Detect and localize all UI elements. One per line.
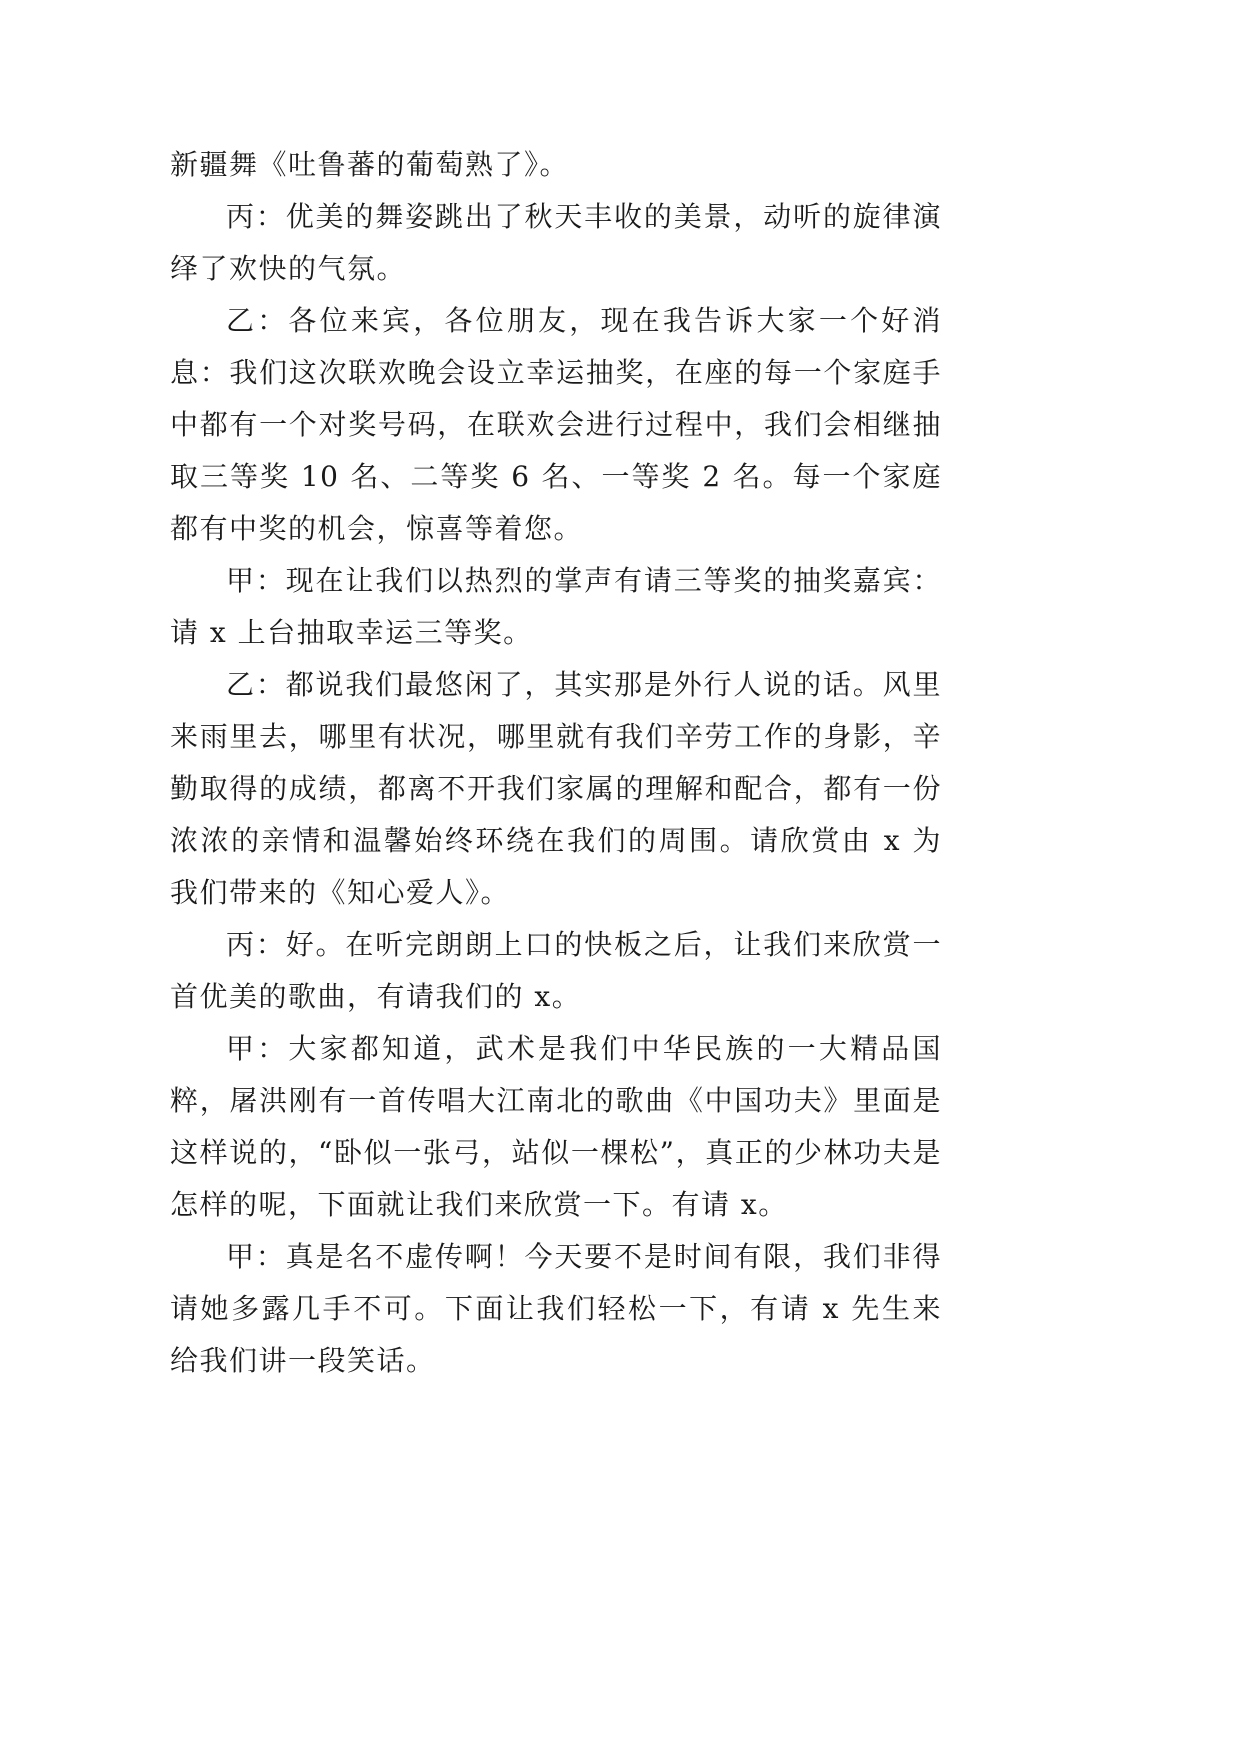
paragraph-yi-lottery: 乙：各位来宾，各位朋友，现在我告诉大家一个好消息：我们这次联欢晚会设立幸运抽奖，在座的每一个家庭手中都有一个对奖号码，在联欢会进行过程中，我们会相继抽取三等奖 10 名、二等奖 6 名、一等奖 2 名。每一个家庭都有中奖的机会，惊喜等着您。 — [170, 304, 942, 545]
paragraph-jia-kungfu: 甲：大家都知道，武术是我们中华民族的一大精品国粹，屠洪刚有一首传唱大江南北的歌曲《中国功夫》里面是这样说的，“卧似一张弓，站似一棵松”，真正的少林功夫是怎样的呢，下面就让我们来欣赏一下。有请 x。 — [170, 1032, 942, 1221]
document-body — [170, 139, 942, 1387]
paragraph-bing-song: 丙：好。在听完朗朗上口的快板之后，让我们来欣赏一首优美的歌曲，有请我们的 x。 — [170, 928, 942, 1013]
paragraph-jia-third-prize: 甲：现在让我们以热烈的掌声有请三等奖的抽奖嘉宾：请 x 上台抽取幸运三等奖。 — [170, 564, 942, 649]
paragraph-yi-family: 乙：都说我们最悠闲了，其实那是外行人说的话。风里来雨里去，哪里有状况，哪里就有我们辛劳工作的身影，辛勤取得的成绩，都离不开我们家属的理解和配合，都有一份浓浓的亲情和温馨始终环绕在我们的周围。请欣赏由 x 为我们带来的《知心爱人》。 — [170, 668, 942, 909]
paragraph-bing-1: 丙：优美的舞姿跳出了秋天丰收的美景，动听的旋律演绎了欢快的气氛。 — [170, 200, 942, 285]
paragraph-continuation: 新疆舞《吐鲁蕃的葡萄熟了》。 — [170, 148, 570, 181]
paragraph-jia-joke: 甲：真是名不虚传啊！今天要不是时间有限，我们非得请她多露几手不可。下面让我们轻松一下，有请 x 先生来给我们讲一段笑话。 — [170, 1240, 942, 1377]
